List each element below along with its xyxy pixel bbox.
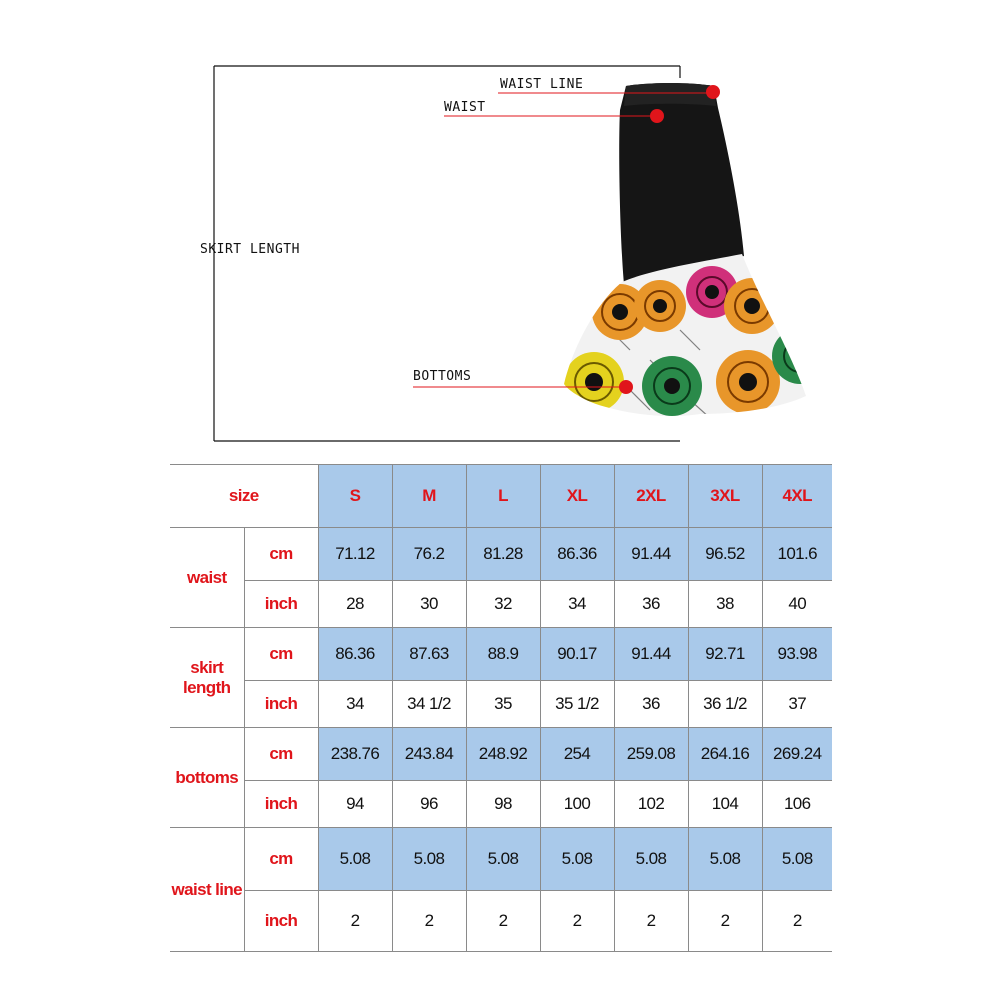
table-row (170, 628, 832, 681)
size-4XL: 4XL (762, 465, 832, 528)
table-cell: 37 (762, 681, 832, 728)
group-label-waist-line: waist line (170, 828, 244, 952)
unit-label: cm (244, 528, 318, 581)
table-cell: 5.08 (318, 828, 392, 891)
table-cell: 34 (540, 581, 614, 628)
table-cell: 106 (762, 781, 832, 828)
waist-label: WAIST (444, 100, 486, 115)
table-cell: 5.08 (540, 828, 614, 891)
skirt-length-label: SKIRT LENGTH (200, 242, 300, 257)
size-S: S (318, 465, 392, 528)
table-cell: 104 (688, 781, 762, 828)
table-cell: 86.36 (540, 528, 614, 581)
table-cell: 34 (318, 681, 392, 728)
table-cell: 238.76 (318, 728, 392, 781)
table-row (170, 528, 832, 581)
table-cell: 81.28 (466, 528, 540, 581)
print-circle-orange-3 (724, 278, 780, 334)
group-label-line: skirt (190, 657, 224, 677)
size-header-label: size (170, 465, 318, 528)
unit-label: cm (244, 828, 318, 891)
table-cell: 2 (392, 891, 466, 952)
table-cell: 5.08 (392, 828, 466, 891)
skirt-body (619, 83, 744, 284)
unit-label: cm (244, 628, 318, 681)
table-row (170, 681, 832, 728)
table-cell: 88.9 (466, 628, 540, 681)
table-cell: 38 (688, 581, 762, 628)
group-label-waist: waist (170, 528, 244, 628)
table-cell: 36 (614, 681, 688, 728)
unit-label: inch (244, 891, 318, 952)
table-cell: 2 (688, 891, 762, 952)
table-cell: 87.63 (392, 628, 466, 681)
table-cell: 96 (392, 781, 466, 828)
header-row (170, 465, 832, 528)
table-cell: 5.08 (614, 828, 688, 891)
table-cell: 101.6 (762, 528, 832, 581)
size-M: M (392, 465, 466, 528)
table-cell: 2 (318, 891, 392, 952)
waist-line-label: WAIST LINE (500, 77, 584, 92)
print-circle-green-1 (642, 356, 702, 416)
group-label-skirt-length (170, 628, 244, 728)
waist-marker (650, 109, 664, 123)
unit-label: inch (244, 681, 318, 728)
table-cell: 248.92 (466, 728, 540, 781)
table-cell: 36 (614, 581, 688, 628)
table-cell: 35 1/2 (540, 681, 614, 728)
table-cell: 259.08 (614, 728, 688, 781)
size-chart-table (170, 464, 832, 952)
table-cell: 2 (614, 891, 688, 952)
table-row (170, 581, 832, 628)
table-cell: 91.44 (614, 528, 688, 581)
table-cell: 86.36 (318, 628, 392, 681)
table-cell: 90.17 (540, 628, 614, 681)
table-row (170, 728, 832, 781)
unit-label: cm (244, 728, 318, 781)
table-cell: 35 (466, 681, 540, 728)
unit-label: inch (244, 581, 318, 628)
print-circle-orange-4 (716, 350, 780, 414)
table-cell: 5.08 (688, 828, 762, 891)
table-cell: 30 (392, 581, 466, 628)
table-cell: 269.24 (762, 728, 832, 781)
table-cell: 36 1/2 (688, 681, 762, 728)
table-cell: 2 (466, 891, 540, 952)
waist-line-marker (706, 85, 720, 99)
table-cell: 94 (318, 781, 392, 828)
table-cell: 91.44 (614, 628, 688, 681)
table-cell: 34 1/2 (392, 681, 466, 728)
table-cell: 5.08 (762, 828, 832, 891)
skirt-measurement-diagram (0, 0, 1000, 460)
bottoms-marker (619, 380, 633, 394)
table-cell: 264.16 (688, 728, 762, 781)
size-XL: XL (540, 465, 614, 528)
table-row (170, 781, 832, 828)
table-cell: 2 (540, 891, 614, 952)
size-3XL: 3XL (688, 465, 762, 528)
bottoms-label: BOTTOMS (413, 369, 472, 384)
print-circle-green-2 (772, 328, 828, 384)
table-cell: 40 (762, 581, 832, 628)
table-row (170, 891, 832, 952)
table-cell: 71.12 (318, 528, 392, 581)
size-2XL: 2XL (614, 465, 688, 528)
table-cell: 92.71 (688, 628, 762, 681)
table-cell: 5.08 (466, 828, 540, 891)
table-cell: 2 (762, 891, 832, 952)
table-row (170, 828, 832, 891)
table-cell: 102 (614, 781, 688, 828)
print-circle-orange-2 (634, 280, 686, 332)
table-cell: 98 (466, 781, 540, 828)
group-label-line: length (183, 677, 231, 697)
unit-label: inch (244, 781, 318, 828)
table-cell: 93.98 (762, 628, 832, 681)
group-label-bottoms: bottoms (170, 728, 244, 828)
table-cell: 243.84 (392, 728, 466, 781)
print-circle-yellow (564, 352, 624, 412)
table-cell: 96.52 (688, 528, 762, 581)
table-cell: 28 (318, 581, 392, 628)
table-cell: 76.2 (392, 528, 466, 581)
table-cell: 100 (540, 781, 614, 828)
skirt-illustration (560, 83, 828, 420)
size-L: L (466, 465, 540, 528)
table-cell: 32 (466, 581, 540, 628)
table-cell: 254 (540, 728, 614, 781)
